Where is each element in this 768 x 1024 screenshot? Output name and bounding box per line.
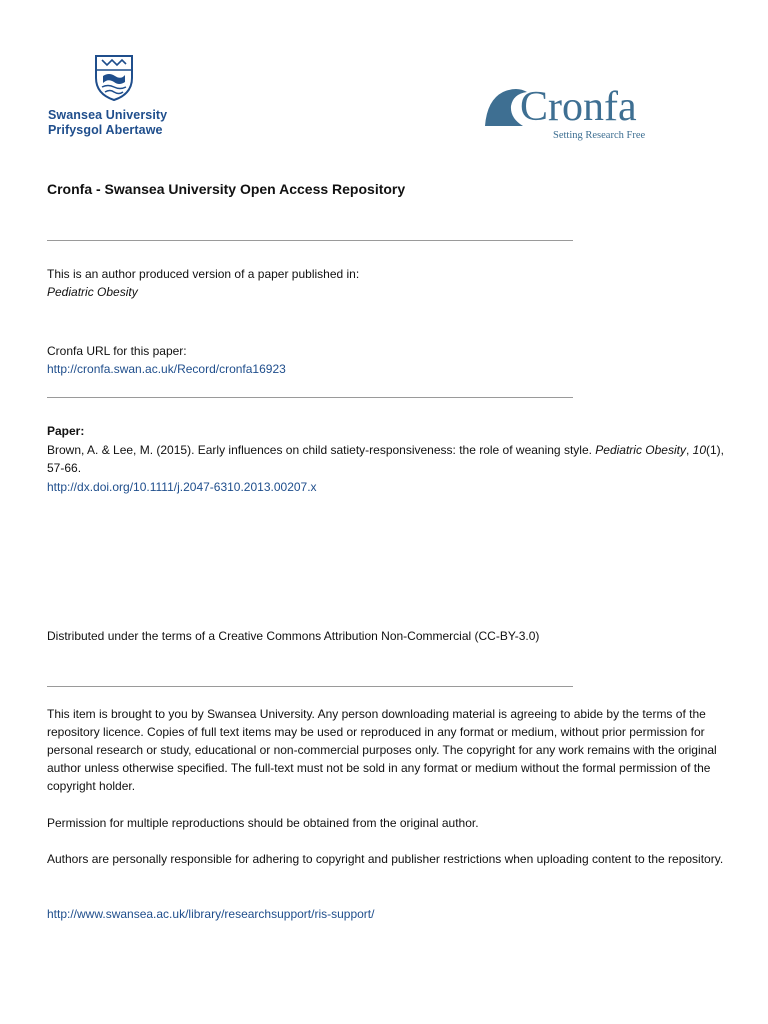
university-crest-icon — [93, 52, 135, 102]
license-statement: Distributed under the terms of a Creative Commons Attribution Non-Commercial (CC-BY-3.0) — [47, 629, 540, 643]
divider — [47, 686, 573, 687]
university-name-line2: Prifysgol Abertawe — [48, 123, 163, 137]
citation-pages: (1), 57-66. — [47, 443, 725, 475]
cronfa-tagline: Setting Research Free — [553, 130, 646, 141]
citation-text: Brown, A. & Lee, M. (2015). Early influences on child satiety-responsiveness: the role of weaning style. — [47, 443, 596, 457]
intro-line: This is an author produced version of a paper published in: — [47, 267, 360, 281]
citation-volume: 10 — [692, 443, 707, 457]
journal-name: Pediatric Obesity — [47, 285, 138, 299]
divider — [47, 240, 573, 241]
university-name — [48, 108, 167, 138]
cronfa-record-link[interactable]: http://cronfa.swan.ac.uk/Record/cronfa16923 — [47, 362, 286, 376]
cronfa-logo-text: Cronfa — [520, 84, 637, 130]
page-title: Cronfa - Swansea University Open Access Repository — [47, 181, 406, 197]
citation-journal: Pediatric Obesity — [595, 443, 686, 457]
terms-paragraph: This item is brought to you by Swansea University. Any person downloading material is agreeing to abide by the terms of the repository licence. Copies of full text items may be used or reproduced in any format or medium, without prior permission for personal research or study, educational or non-commercial purposes only. The copyright for any work remains with the original author unless otherwise specified. The full-text must not be sold in any format or medium without the formal permission of the copyright holder. — [47, 707, 717, 793]
divider — [47, 397, 573, 398]
responsibility-paragraph: Authors are personally responsible for adhering to copyright and publisher restrictions when uploading content to the repository. — [47, 852, 724, 866]
support-link[interactable]: http://www.swansea.ac.uk/library/researchsupport/ris-support/ — [47, 907, 375, 921]
citation-comma: , — [685, 443, 693, 457]
paper-heading: Paper: — [47, 424, 85, 438]
doi-link[interactable]: http://dx.doi.org/10.1111/j.2047-6310.2013.00207.x — [47, 480, 317, 494]
paper-citation — [47, 441, 727, 477]
cronfa-url-label: Cronfa URL for this paper: — [47, 344, 187, 358]
permission-paragraph: Permission for multiple reproductions should be obtained from the original author. — [47, 816, 479, 830]
university-name-line1: Swansea University — [48, 108, 168, 122]
